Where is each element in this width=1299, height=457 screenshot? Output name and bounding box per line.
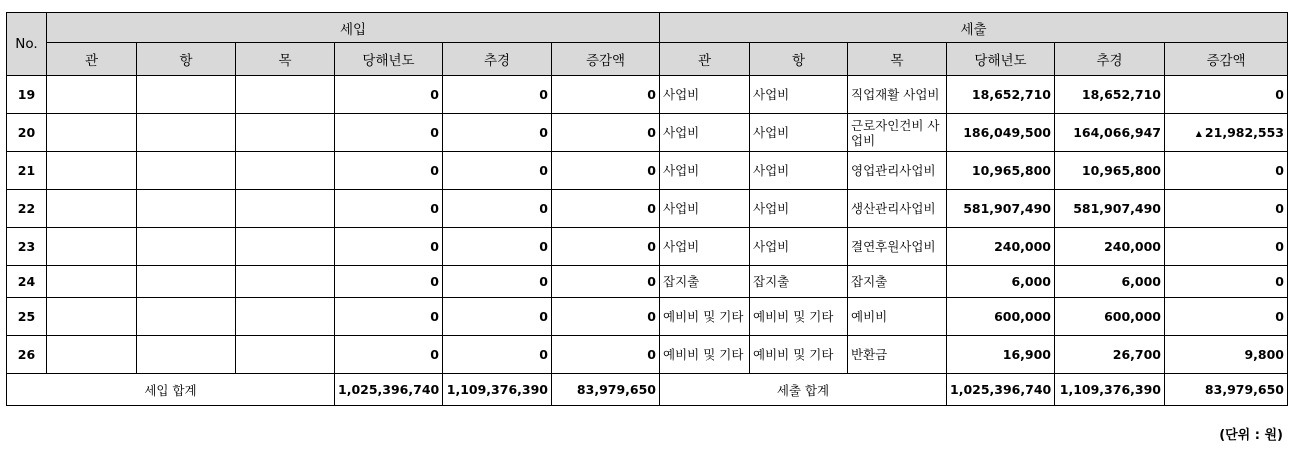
income-gwan-cell	[47, 152, 137, 190]
income-total-supp: 1,109,376,390	[443, 374, 552, 406]
expense-mok-cell: 근로자인건비 사업비	[848, 114, 947, 152]
income-mok-cell	[236, 190, 335, 228]
expense-gwan-cell: 사업비	[660, 190, 750, 228]
expense-supp-cell: 581,907,490	[1055, 190, 1165, 228]
header-row-group	[7, 13, 1288, 43]
income-gwan-cell	[47, 298, 137, 336]
income-diff-header: 증감액	[552, 43, 660, 76]
expense-supp-cell: 10,965,800	[1055, 152, 1165, 190]
income-hang-cell	[137, 336, 236, 374]
expense-supp-cell: 600,000	[1055, 298, 1165, 336]
income-mok-cell	[236, 76, 335, 114]
expense-current-cell: 16,900	[947, 336, 1055, 374]
totals-row	[7, 374, 1288, 406]
income-hang-cell	[137, 298, 236, 336]
expense-supp-cell: 164,066,947	[1055, 114, 1165, 152]
income-mok-cell	[236, 228, 335, 266]
expense-hang-cell: 사업비	[750, 114, 848, 152]
expense-diff-header: 증감액	[1165, 43, 1288, 76]
income-current-cell: 0	[335, 76, 443, 114]
expense-diff-cell	[1165, 114, 1288, 152]
table-row	[7, 266, 1288, 298]
expense-gwan-header: 관	[660, 43, 750, 76]
expense-gwan-cell: 사업비	[660, 114, 750, 152]
income-gwan-cell	[47, 228, 137, 266]
expense-mok-cell: 잡지출	[848, 266, 947, 298]
income-group-header: 세입	[47, 13, 660, 43]
row-no: 25	[7, 298, 47, 336]
income-mok-cell	[236, 152, 335, 190]
expense-current-cell: 581,907,490	[947, 190, 1055, 228]
expense-gwan-cell: 예비비 및 기타	[660, 336, 750, 374]
expense-hang-cell: 잡지출	[750, 266, 848, 298]
income-diff-cell: 0	[552, 298, 660, 336]
expense-hang-cell: 사업비	[750, 76, 848, 114]
income-current-header: 당해년도	[335, 43, 443, 76]
col-no-header: No.	[7, 13, 47, 76]
expense-diff-cell: 9,800	[1165, 336, 1288, 374]
income-diff-cell: 0	[552, 114, 660, 152]
row-no: 23	[7, 228, 47, 266]
income-current-cell: 0	[335, 152, 443, 190]
income-mok-cell	[236, 298, 335, 336]
income-mok-cell	[236, 266, 335, 298]
income-mok-header: 목	[236, 43, 335, 76]
expense-current-cell: 6,000	[947, 266, 1055, 298]
expense-total-label: 세출 합계	[660, 374, 947, 406]
income-mok-cell	[236, 336, 335, 374]
income-hang-cell	[137, 114, 236, 152]
income-mok-cell	[236, 114, 335, 152]
table-header	[7, 13, 1288, 76]
expense-mok-cell: 반환금	[848, 336, 947, 374]
expense-diff-cell: 0	[1165, 76, 1288, 114]
row-no: 22	[7, 190, 47, 228]
income-current-cell: 0	[335, 266, 443, 298]
expense-gwan-cell: 사업비	[660, 152, 750, 190]
budget-table	[6, 12, 1288, 406]
expense-mok-cell: 영업관리사업비	[848, 152, 947, 190]
income-supp-cell: 0	[443, 114, 552, 152]
table-row	[7, 152, 1288, 190]
row-no: 24	[7, 266, 47, 298]
income-supp-cell: 0	[443, 228, 552, 266]
income-current-cell: 0	[335, 298, 443, 336]
income-current-cell: 0	[335, 114, 443, 152]
expense-hang-header: 항	[750, 43, 848, 76]
income-hang-cell	[137, 76, 236, 114]
income-supp-cell: 0	[443, 298, 552, 336]
expense-mok-header: 목	[848, 43, 947, 76]
income-gwan-header: 관	[47, 43, 137, 76]
income-gwan-cell	[47, 76, 137, 114]
row-no: 26	[7, 336, 47, 374]
expense-mok-cell: 예비비	[848, 298, 947, 336]
expense-diff-cell: 0	[1165, 152, 1288, 190]
income-supp-cell: 0	[443, 190, 552, 228]
table-row	[7, 114, 1288, 152]
expense-hang-cell: 예비비 및 기타	[750, 298, 848, 336]
expense-supp-cell: 18,652,710	[1055, 76, 1165, 114]
income-total-label: 세입 합계	[7, 374, 335, 406]
income-supp-header: 추경	[443, 43, 552, 76]
expense-current-header: 당해년도	[947, 43, 1055, 76]
expense-current-cell: 10,965,800	[947, 152, 1055, 190]
expense-gwan-cell: 사업비	[660, 228, 750, 266]
income-hang-cell	[137, 190, 236, 228]
income-current-cell: 0	[335, 228, 443, 266]
income-supp-cell: 0	[443, 266, 552, 298]
table-footer	[7, 374, 1288, 406]
expense-diff-cell: 0	[1165, 298, 1288, 336]
income-hang-cell	[137, 266, 236, 298]
expense-supp-header: 추경	[1055, 43, 1165, 76]
income-supp-cell: 0	[443, 76, 552, 114]
table-row	[7, 298, 1288, 336]
row-no: 20	[7, 114, 47, 152]
income-hang-header: 항	[137, 43, 236, 76]
table-row	[7, 190, 1288, 228]
income-gwan-cell	[47, 190, 137, 228]
income-hang-cell	[137, 228, 236, 266]
table-row	[7, 336, 1288, 374]
expense-hang-cell: 사업비	[750, 228, 848, 266]
income-total-current: 1,025,396,740	[335, 374, 443, 406]
income-diff-cell: 0	[552, 336, 660, 374]
expense-total-current: 1,025,396,740	[947, 374, 1055, 406]
row-no: 19	[7, 76, 47, 114]
income-gwan-cell	[47, 336, 137, 374]
expense-current-cell: 600,000	[947, 298, 1055, 336]
row-no: 21	[7, 152, 47, 190]
expense-diff-cell: 0	[1165, 190, 1288, 228]
income-hang-cell	[137, 152, 236, 190]
expense-mok-cell: 직업재활 사업비	[848, 76, 947, 114]
income-diff-cell: 0	[552, 190, 660, 228]
income-gwan-cell	[47, 114, 137, 152]
expense-hang-cell: 사업비	[750, 152, 848, 190]
expense-supp-cell: 240,000	[1055, 228, 1165, 266]
expense-hang-cell: 예비비 및 기타	[750, 336, 848, 374]
table-row	[7, 228, 1288, 266]
expense-total-diff: 83,979,650	[1165, 374, 1288, 406]
expense-diff-cell: 0	[1165, 228, 1288, 266]
income-gwan-cell	[47, 266, 137, 298]
expense-current-cell: 240,000	[947, 228, 1055, 266]
expense-diff-value: 21,982,553	[1204, 125, 1284, 140]
increase-triangle-icon: ▲	[1195, 129, 1202, 138]
income-diff-cell: 0	[552, 266, 660, 298]
expense-mok-cell: 결연후원사업비	[848, 228, 947, 266]
expense-current-cell: 18,652,710	[947, 76, 1055, 114]
expense-group-header: 세출	[660, 13, 1288, 43]
income-diff-cell: 0	[552, 152, 660, 190]
expense-gwan-cell: 사업비	[660, 76, 750, 114]
expense-mok-cell: 생산관리사업비	[848, 190, 947, 228]
expense-supp-cell: 6,000	[1055, 266, 1165, 298]
unit-note: (단위 : 원)	[1219, 428, 1283, 443]
income-total-diff: 83,979,650	[552, 374, 660, 406]
income-supp-cell: 0	[443, 152, 552, 190]
income-current-cell: 0	[335, 336, 443, 374]
expense-supp-cell: 26,700	[1055, 336, 1165, 374]
income-diff-cell: 0	[552, 76, 660, 114]
table-body	[7, 76, 1288, 374]
expense-gwan-cell: 예비비 및 기타	[660, 298, 750, 336]
expense-gwan-cell: 잡지출	[660, 266, 750, 298]
expense-current-cell: 186,049,500	[947, 114, 1055, 152]
expense-diff-cell: 0	[1165, 266, 1288, 298]
income-supp-cell: 0	[443, 336, 552, 374]
expense-hang-cell: 사업비	[750, 190, 848, 228]
expense-total-supp: 1,109,376,390	[1055, 374, 1165, 406]
income-current-cell: 0	[335, 190, 443, 228]
income-diff-cell: 0	[552, 228, 660, 266]
table-row	[7, 76, 1288, 114]
header-row-columns	[7, 43, 1288, 76]
